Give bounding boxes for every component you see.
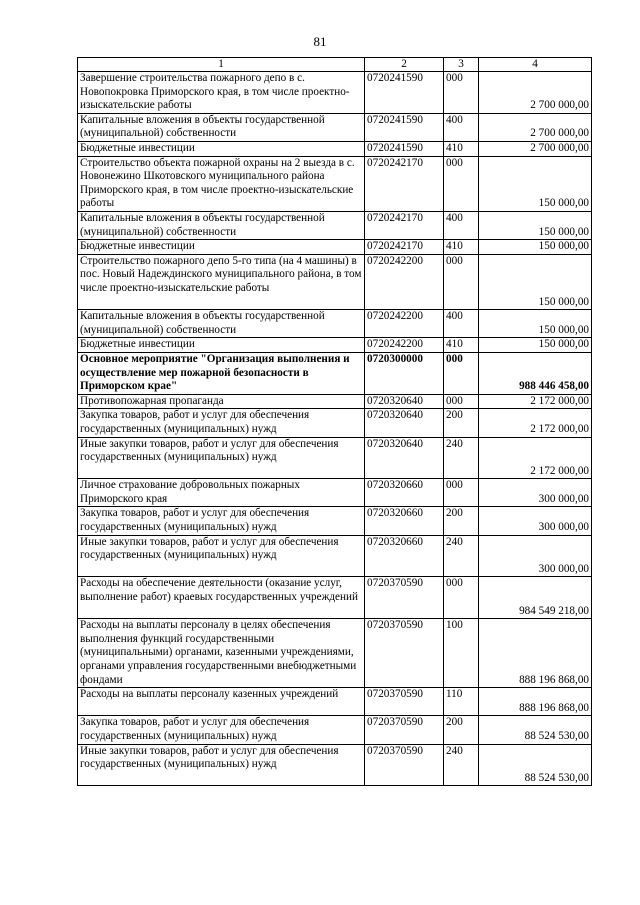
row-csr-cell: 0720320660 [365, 507, 444, 535]
page-number: 81 [313, 34, 327, 49]
row-csr-cell: 0720370590 [365, 716, 444, 744]
header-col-4: 4 [479, 58, 592, 72]
row-sum-cell: 300 000,00 [479, 535, 592, 577]
row-csr-cell: 0720241590 [365, 72, 444, 114]
table-row [78, 156, 592, 211]
table-row [78, 113, 592, 141]
row-vr-cell: 000 [444, 577, 479, 619]
row-sum-cell: 88 524 530,00 [479, 716, 592, 744]
table-row [78, 744, 592, 786]
row-sum-cell: 300 000,00 [479, 507, 592, 535]
row-csr-cell: 0720370590 [365, 744, 444, 786]
row-name-cell: Закупка товаров, работ и услуг для обеспечения государственных (муниципальных) нужд [78, 507, 365, 535]
row-csr-cell: 0720242170 [365, 240, 444, 255]
table-row [78, 352, 592, 394]
row-sum-cell: 88 524 530,00 [479, 744, 592, 786]
table-row [78, 338, 592, 353]
row-name-cell: Капитальные вложения в объекты государственной (муниципальной) собственности [78, 113, 365, 141]
row-name-cell: Капитальные вложения в объекты государственной (муниципальной) собственности [78, 310, 365, 338]
table-header [78, 58, 592, 72]
table-row [78, 141, 592, 156]
row-csr-cell: 0720320660 [365, 479, 444, 507]
row-name-cell: Расходы на обеспечение деятельности (оказание услуг, выполнение работ) краевых государственных учреждений [78, 577, 365, 619]
row-csr-cell: 0720370590 [365, 688, 444, 716]
table-row [78, 535, 592, 577]
table-row [78, 72, 592, 114]
row-csr-cell: 0720241590 [365, 141, 444, 156]
row-vr-cell: 410 [444, 240, 479, 255]
row-sum-cell: 2 172 000,00 [479, 394, 592, 409]
row-name-cell: Завершение строительства пожарного депо в с. Новопокровка Приморского края, в том числе проектно-изыскательские работы [78, 72, 365, 114]
row-vr-cell: 400 [444, 113, 479, 141]
row-name-cell: Основное мероприятие "Организация выполнения и осуществление мер пожарной безопасности в Приморском крае" [78, 352, 365, 394]
row-vr-cell: 200 [444, 716, 479, 744]
row-sum-cell: 150 000,00 [479, 211, 592, 239]
row-vr-cell: 410 [444, 338, 479, 353]
row-csr-cell: 0720320640 [365, 394, 444, 409]
header-row [78, 58, 592, 72]
table-row [78, 479, 592, 507]
table-row [78, 437, 592, 479]
row-vr-cell: 200 [444, 409, 479, 437]
table-row [78, 240, 592, 255]
row-vr-cell: 240 [444, 437, 479, 479]
row-sum-cell: 150 000,00 [479, 240, 592, 255]
row-name-cell: Строительство пожарного депо 5-го типа (на 4 машины) в пос. Новый Надеждинского муниципального района, в том числе проектно-изыскательские работы [78, 254, 365, 309]
table-row [78, 577, 592, 619]
row-csr-cell: 0720320660 [365, 535, 444, 577]
table-row [78, 507, 592, 535]
header-col-3: 3 [444, 58, 479, 72]
row-sum-cell: 2 700 000,00 [479, 141, 592, 156]
row-vr-cell: 100 [444, 619, 479, 688]
row-name-cell: Бюджетные инвестиции [78, 338, 365, 353]
row-name-cell: Расходы на выплаты персоналу в целях обеспечения выполнения функций государственными (муниципальными) органами, казенными учреждениями, органами управления государственными внебюджетными фондами [78, 619, 365, 688]
row-csr-cell: 0720241590 [365, 113, 444, 141]
row-csr-cell: 0720320640 [365, 409, 444, 437]
row-vr-cell: 410 [444, 141, 479, 156]
row-sum-cell: 150 000,00 [479, 310, 592, 338]
row-vr-cell: 240 [444, 535, 479, 577]
row-name-cell: Личное страхование добровольных пожарных Приморского края [78, 479, 365, 507]
row-name-cell: Бюджетные инвестиции [78, 141, 365, 156]
row-sum-cell: 2 700 000,00 [479, 72, 592, 114]
table-row [78, 619, 592, 688]
row-vr-cell: 000 [444, 479, 479, 507]
row-sum-cell: 2 172 000,00 [479, 437, 592, 479]
row-csr-cell: 0720370590 [365, 619, 444, 688]
row-sum-cell: 988 446 458,00 [479, 352, 592, 394]
table-row [78, 688, 592, 716]
row-csr-cell: 0720370590 [365, 577, 444, 619]
row-csr-cell: 0720242170 [365, 156, 444, 211]
row-vr-cell: 240 [444, 744, 479, 786]
row-name-cell: Закупка товаров, работ и услуг для обеспечения государственных (муниципальных) нужд [78, 716, 365, 744]
row-name-cell: Бюджетные инвестиции [78, 240, 365, 255]
header-col-2: 2 [365, 58, 444, 72]
table-row [78, 254, 592, 309]
row-name-cell: Закупка товаров, работ и услуг для обеспечения государственных (муниципальных) нужд [78, 409, 365, 437]
row-name-cell: Строительство объекта пожарной охраны на 2 выезда в с. Новонежино Шкотовского муниципального района Приморского края, в том числе проектно-изыскательские работы [78, 156, 365, 211]
table-body [78, 72, 592, 786]
row-csr-cell: 0720242200 [365, 254, 444, 309]
row-name-cell: Иные закупки товаров, работ и услуг для обеспечения государственных (муниципальных) нужд [78, 535, 365, 577]
row-vr-cell: 000 [444, 352, 479, 394]
row-sum-cell: 300 000,00 [479, 479, 592, 507]
row-sum-cell: 150 000,00 [479, 254, 592, 309]
table-row [78, 310, 592, 338]
table-row [78, 211, 592, 239]
row-name-cell: Расходы на выплаты персоналу казенных учреждений [78, 688, 365, 716]
budget-table [77, 57, 592, 786]
row-vr-cell: 200 [444, 507, 479, 535]
row-vr-cell: 000 [444, 394, 479, 409]
table-row [78, 409, 592, 437]
row-csr-cell: 0720242170 [365, 211, 444, 239]
row-vr-cell: 000 [444, 254, 479, 309]
row-name-cell: Иные закупки товаров, работ и услуг для обеспечения государственных (муниципальных) нужд [78, 744, 365, 786]
row-sum-cell: 888 196 868,00 [479, 619, 592, 688]
row-vr-cell: 400 [444, 310, 479, 338]
row-csr-cell: 0720242200 [365, 310, 444, 338]
row-csr-cell: 0720242200 [365, 338, 444, 353]
row-vr-cell: 000 [444, 156, 479, 211]
table-row [78, 716, 592, 744]
row-sum-cell: 150 000,00 [479, 338, 592, 353]
row-name-cell: Капитальные вложения в объекты государственной (муниципальной) собственности [78, 211, 365, 239]
row-csr-cell: 0720300000 [365, 352, 444, 394]
header-col-1: 1 [78, 58, 365, 72]
row-sum-cell: 2 700 000,00 [479, 113, 592, 141]
row-sum-cell: 2 172 000,00 [479, 409, 592, 437]
row-vr-cell: 000 [444, 72, 479, 114]
row-vr-cell: 400 [444, 211, 479, 239]
row-name-cell: Противопожарная пропаганда [78, 394, 365, 409]
row-vr-cell: 110 [444, 688, 479, 716]
table-row [78, 394, 592, 409]
row-csr-cell: 0720320640 [365, 437, 444, 479]
row-name-cell: Иные закупки товаров, работ и услуг для обеспечения государственных (муниципальных) нужд [78, 437, 365, 479]
row-sum-cell: 150 000,00 [479, 156, 592, 211]
row-sum-cell: 984 549 218,00 [479, 577, 592, 619]
row-sum-cell: 888 196 868,00 [479, 688, 592, 716]
